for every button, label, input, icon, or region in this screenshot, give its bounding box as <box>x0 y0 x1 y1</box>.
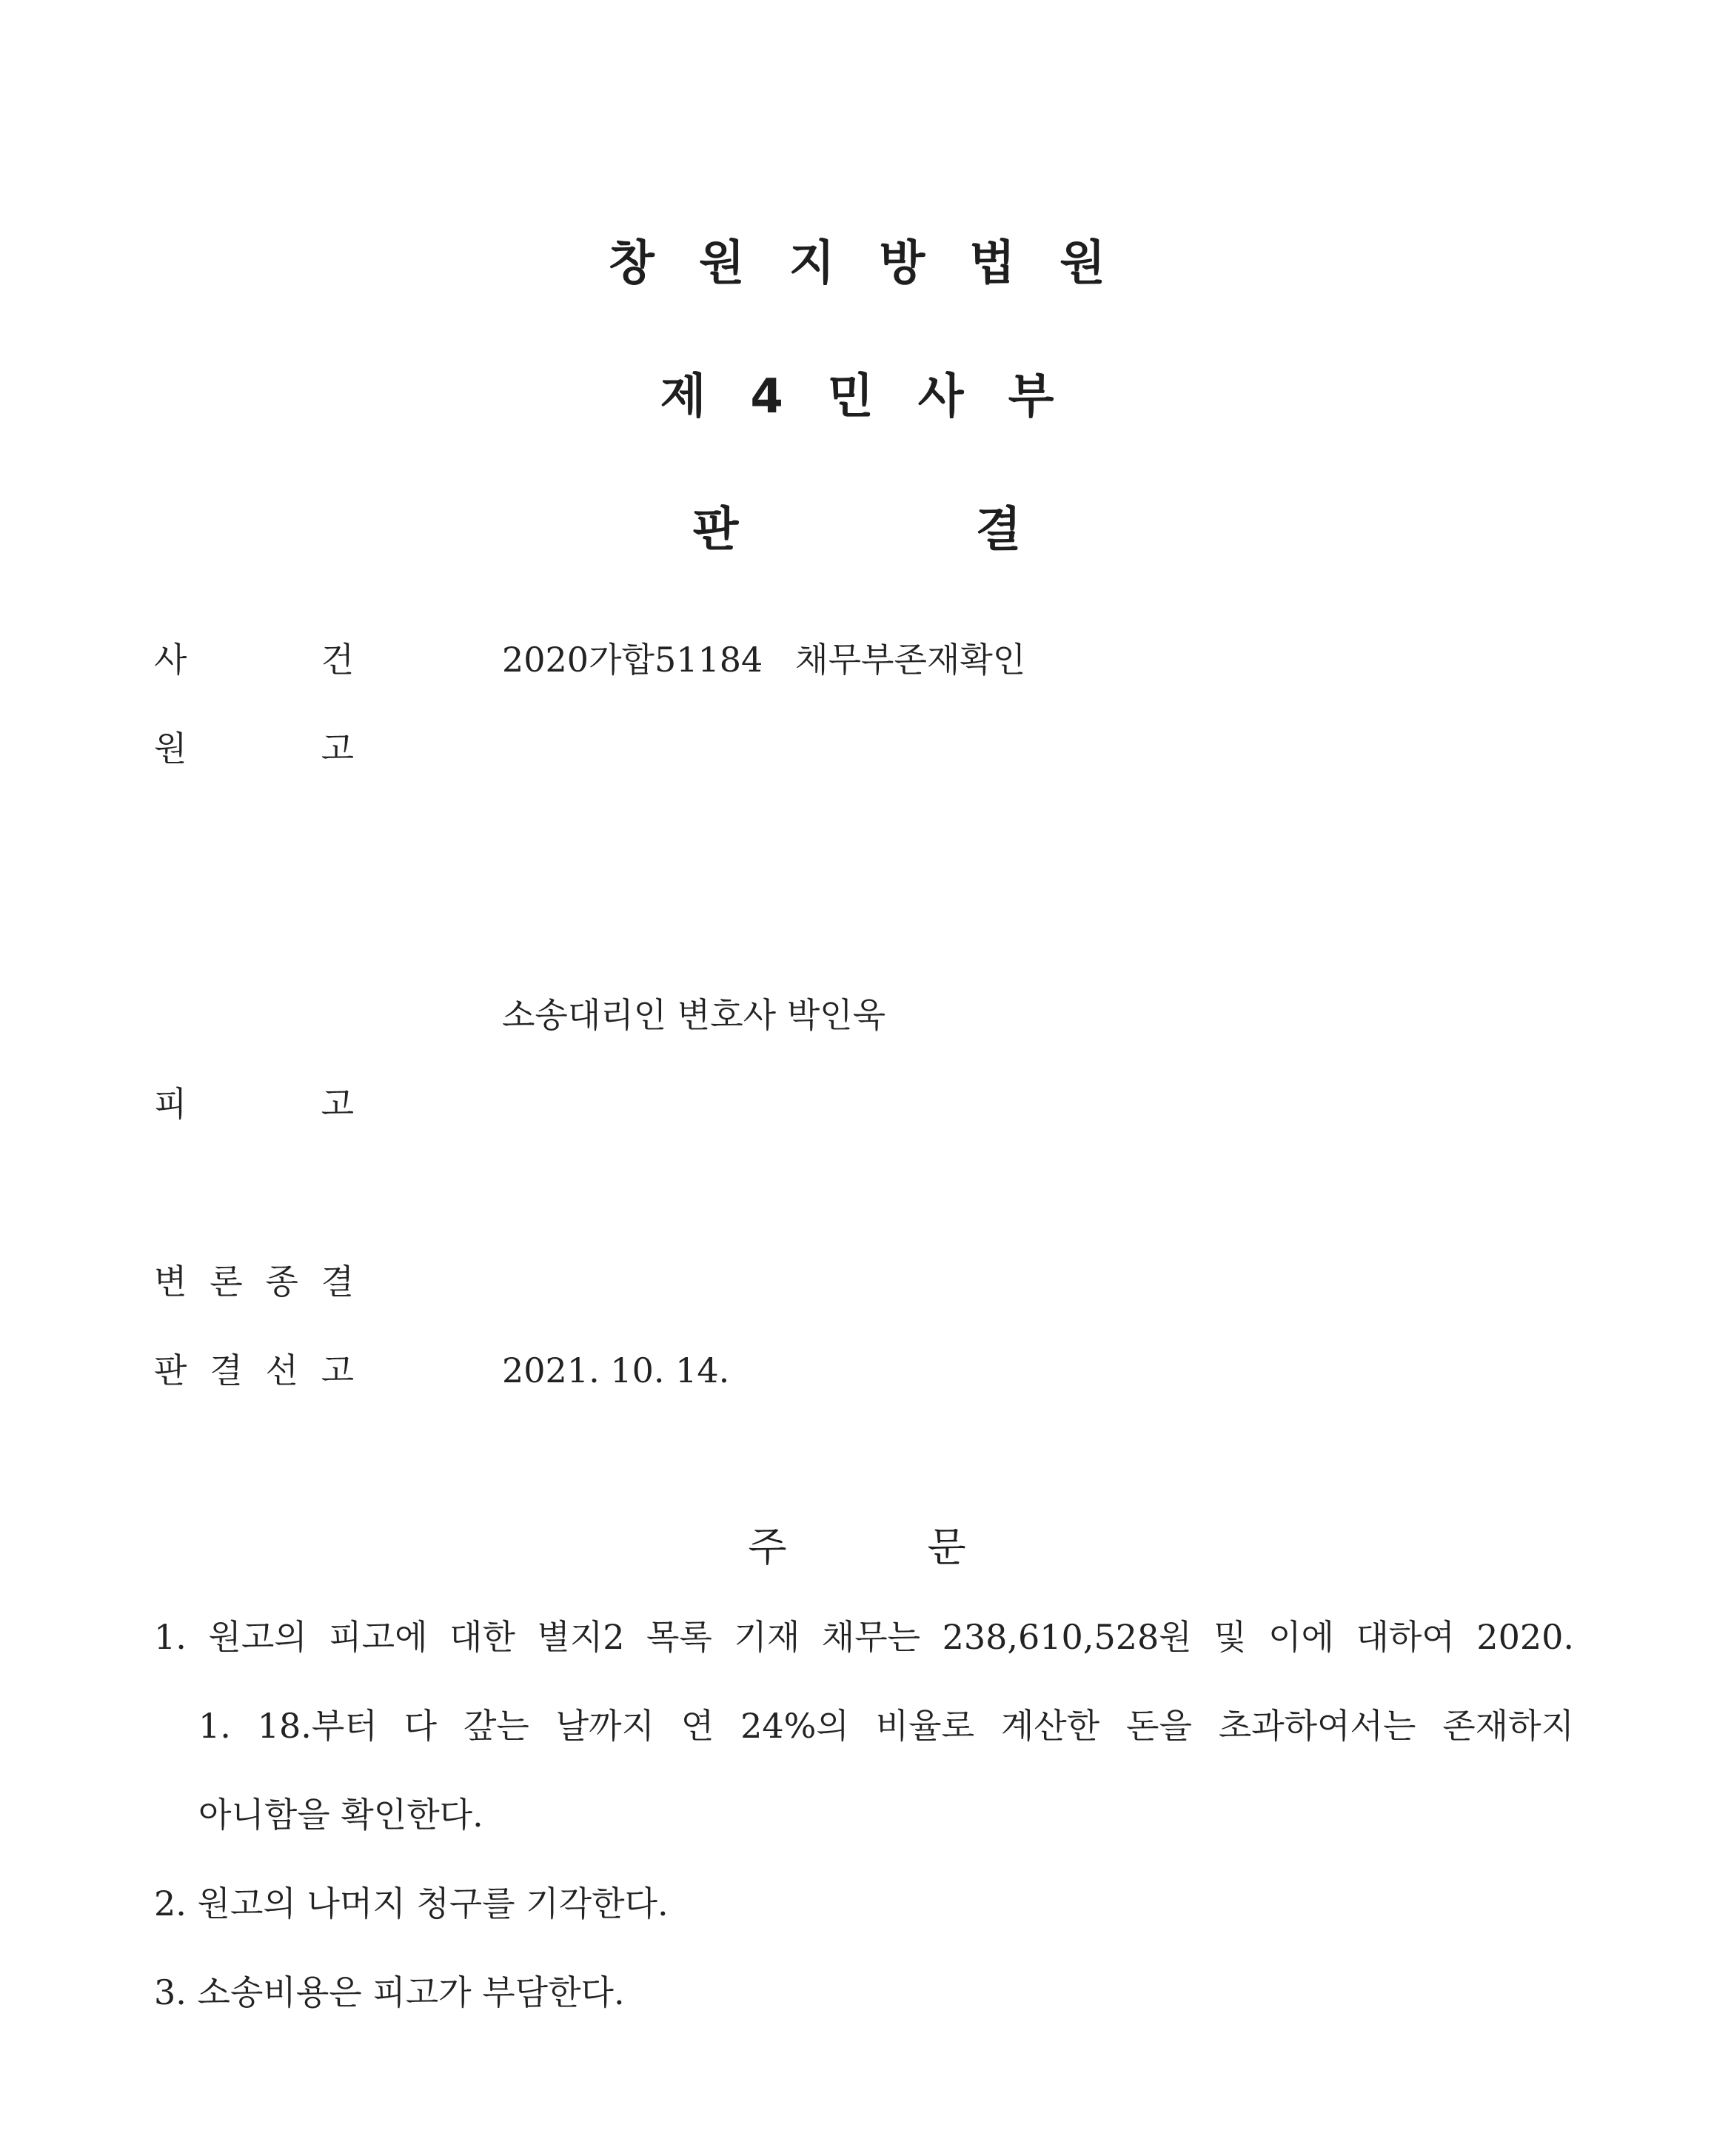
plaintiff-label: 원 고 <box>154 729 354 769</box>
case-number-value: 2020가합51184 채무부존재확인 <box>502 640 1026 680</box>
case-label: 사 건 <box>154 640 354 680</box>
order-section-title: 주문 <box>748 1524 1107 1570</box>
order-item-2: 2. 원고의 나머지 청구를 기각한다. <box>154 1884 669 1924</box>
judgment-date-label: 판 결 선 고 <box>154 1350 354 1390</box>
order-item-1-line-1: 1. 원고의 피고에 대한 별지2 목록 기재 채무는 238,610,528원 및 이에 대하여 2020. <box>154 1617 1574 1657</box>
division-name: 제4민사부 <box>660 369 1099 424</box>
counsel-row <box>0 989 1714 1041</box>
case-number-row <box>0 634 1714 686</box>
hearing-closed-label: 변 론 종 결 <box>154 1262 354 1302</box>
court-name: 창원지방법원 <box>609 236 1150 291</box>
defendant-row <box>0 1078 1714 1130</box>
defendant-label: 피 고 <box>154 1084 354 1124</box>
counsel-value: 소송대리인 변호사 박인욱 <box>502 995 886 1035</box>
order-item-1-line-2: 1. 18.부터 다 갚는 날까지 연 24%의 비율로 계산한 돈을 초과하여서는 존재하지 <box>198 1706 1574 1746</box>
judgment-date-value: 2021. 10. 14. <box>502 1350 730 1390</box>
judgment-date-row <box>0 1345 1714 1396</box>
order-item-1-line-3: 아니함을 확인한다. <box>198 1795 483 1835</box>
plaintiff-row <box>0 723 1714 774</box>
order-item-3: 3. 소송비용은 피고가 부담한다. <box>154 1972 625 2012</box>
hearing-closed-row <box>0 1256 1714 1308</box>
document-type: 판결 <box>692 503 1259 558</box>
